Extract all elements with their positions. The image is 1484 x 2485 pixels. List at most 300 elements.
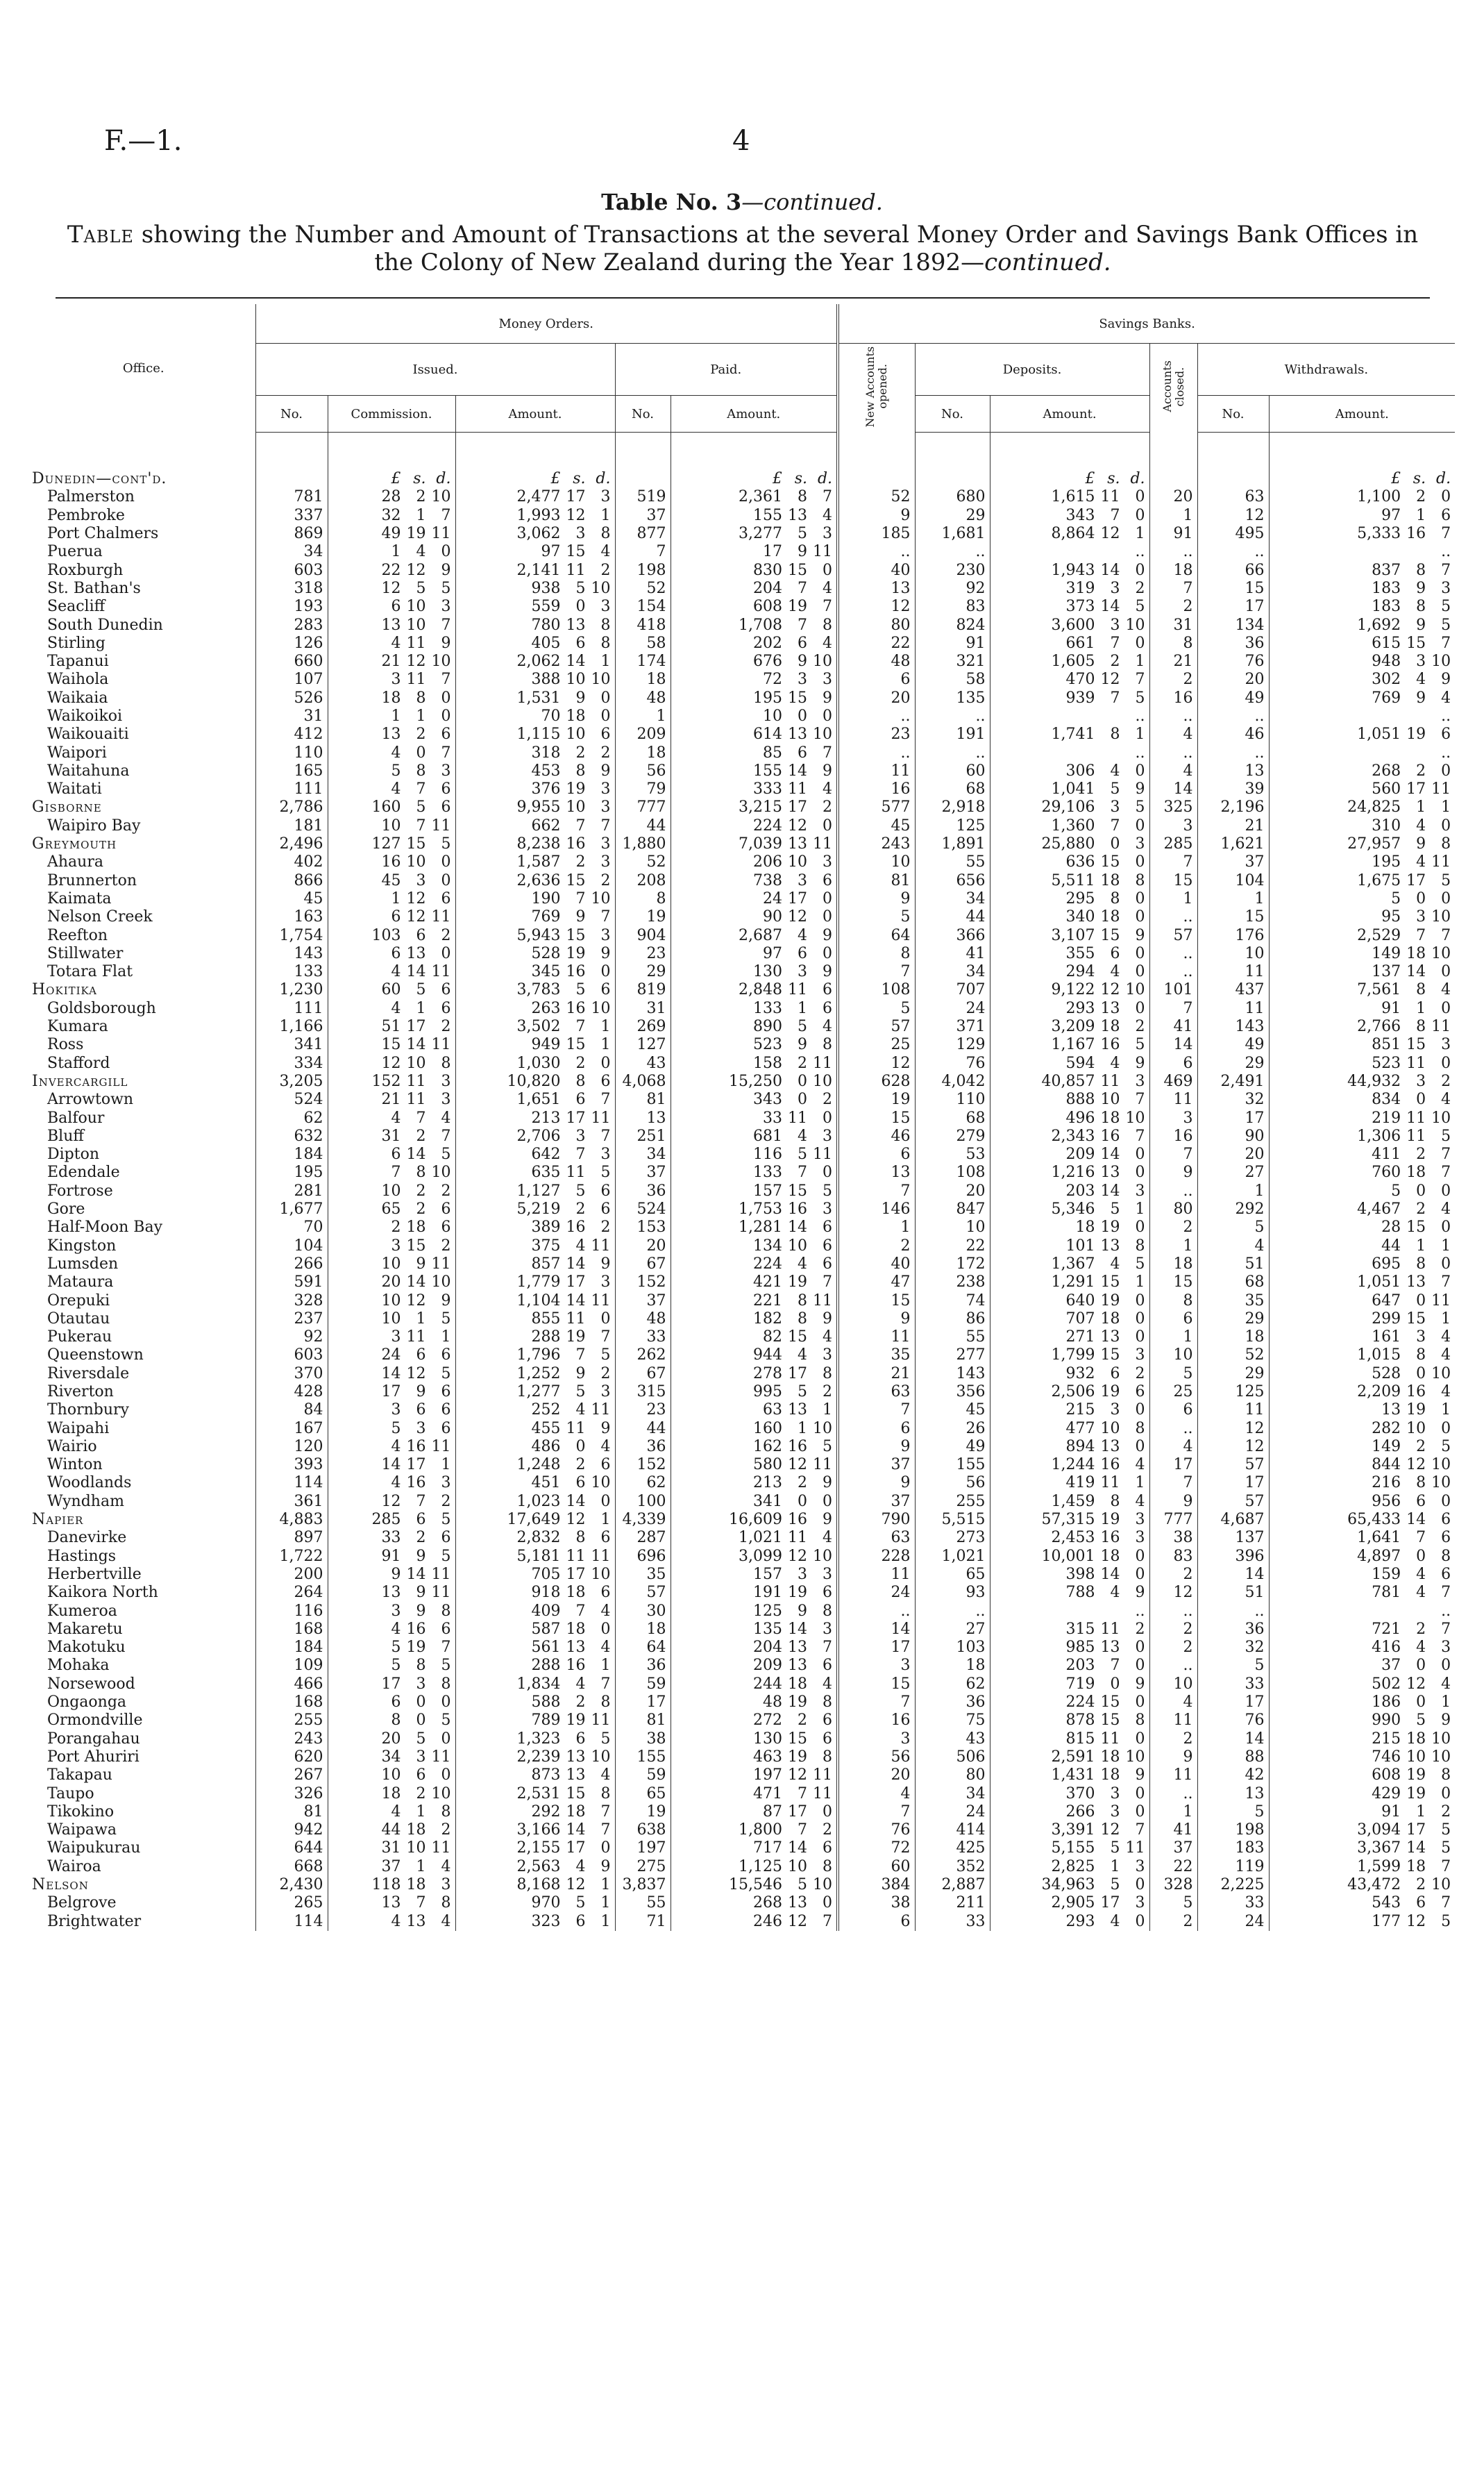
shillings: 0: [416, 1693, 426, 1712]
paid-no-cell: 269: [615, 1018, 671, 1036]
pence: 6: [441, 726, 451, 744]
issued-no-cell: 70: [255, 1219, 328, 1237]
accounts-closed-cell: 3: [1149, 1109, 1197, 1127]
pounds: 10: [381, 1291, 401, 1310]
office-name: Seacliff: [47, 598, 106, 616]
pence: 5: [1441, 1821, 1451, 1839]
pounds: 6: [391, 944, 401, 962]
pence: 10: [431, 1273, 451, 1291]
pounds: 5: [1391, 889, 1401, 907]
paid-amount-cell: [671, 1401, 838, 1419]
pounds: 2,477: [516, 488, 561, 506]
pence: 11: [431, 1565, 451, 1583]
pounds: 944: [753, 1346, 783, 1364]
pounds: 6: [391, 1146, 401, 1164]
pounds: 939: [1065, 689, 1095, 707]
withdrawals-amount-cell: [1269, 1109, 1455, 1127]
shillings: 3: [1110, 1401, 1120, 1419]
pence: 2: [441, 1018, 451, 1036]
pounds: 5: [1391, 1182, 1401, 1200]
pounds: 1,993: [516, 506, 561, 524]
shillings: 11: [788, 780, 808, 798]
issued-no-cell: 341: [255, 1036, 328, 1054]
withdrawals-amount-cell: [1269, 1036, 1455, 1054]
pence: 6: [823, 999, 833, 1017]
shillings: 6: [416, 1766, 426, 1784]
shillings: 16: [566, 1657, 586, 1675]
shillings: 3: [1110, 798, 1120, 817]
shillings: 2: [416, 1784, 426, 1802]
shillings: 10: [788, 1237, 808, 1255]
office-name: Lumsden: [47, 1255, 119, 1273]
pounds: 149: [1372, 944, 1401, 962]
pence: 2: [600, 871, 611, 889]
pence: 4: [1441, 1328, 1451, 1346]
shillings: 16: [406, 1437, 426, 1455]
commission-cell: [328, 762, 455, 780]
withdrawals-amount-cell: [1269, 1073, 1455, 1091]
pounds: 133: [753, 999, 783, 1017]
shillings: 3: [575, 1127, 586, 1145]
pounds: 195: [1372, 853, 1401, 871]
pence: 0: [1135, 1547, 1145, 1565]
office-name: Queenstown: [47, 1346, 144, 1364]
shillings: 17: [788, 889, 808, 907]
pounds: 1,015: [1357, 1346, 1401, 1364]
shillings: 3: [1110, 579, 1120, 597]
pounds: 2,636: [516, 871, 561, 889]
shillings: 8: [416, 762, 426, 780]
deposits-amount-cell: [990, 1018, 1149, 1036]
commission-cell: [328, 1839, 455, 1857]
new-accounts-cell: 185: [838, 525, 915, 543]
shillings: 10: [1100, 1419, 1120, 1437]
issued-no-cell: 167: [255, 1419, 328, 1437]
pounds: 4,897: [1357, 1547, 1401, 1565]
pence: 10: [431, 488, 451, 506]
issued-no-cell: 1,677: [255, 1200, 328, 1219]
shillings: 7: [1110, 689, 1120, 707]
pounds: 85: [763, 744, 783, 762]
commission-cell: [328, 1784, 455, 1802]
pounds: 1,753: [739, 1200, 783, 1219]
accounts-closed-cell: 2: [1149, 1730, 1197, 1748]
pounds: 721: [1372, 1620, 1401, 1638]
shillings: 18: [566, 1802, 586, 1821]
pounds: 5: [391, 1419, 401, 1437]
withdrawals-amount-cell: [1269, 1529, 1455, 1547]
deposits-no-cell: 2,918: [915, 798, 990, 817]
pence: 0: [1441, 488, 1451, 506]
pounds: 1,599: [1357, 1857, 1401, 1875]
shillings: 11: [406, 634, 426, 652]
issued-no-cell: 334: [255, 1055, 328, 1073]
pence: 3: [600, 1146, 611, 1164]
shillings: 7: [416, 780, 426, 798]
paid-amount-cell: [671, 908, 838, 926]
issued-no-cell: 200: [255, 1566, 328, 1584]
paid-no-cell: 48: [615, 1310, 671, 1328]
pence: 7: [600, 1821, 611, 1839]
pence: 11: [591, 1401, 611, 1419]
pounds: 14: [381, 1456, 401, 1474]
withdrawals-no-cell: 49: [1197, 689, 1269, 708]
office-row: [32, 762, 1455, 780]
pence: 0: [1135, 488, 1145, 506]
pounds: 837: [1372, 561, 1401, 579]
pence: 9: [823, 926, 833, 944]
pence: 2: [1441, 1802, 1451, 1821]
shillings: 11: [566, 1419, 586, 1437]
office-name: Gore: [47, 1200, 85, 1219]
pounds: 2,529: [1357, 926, 1401, 944]
shillings: 12: [1100, 1821, 1120, 1839]
pence: 5: [600, 1164, 611, 1182]
pence: 5: [441, 835, 451, 853]
pounds: 343: [753, 1091, 783, 1109]
office-name: Otautau: [47, 1310, 110, 1328]
shillings: 4: [575, 1237, 586, 1255]
pence: 4: [823, 1328, 833, 1346]
pounds: 323: [531, 1912, 561, 1930]
pence: 0: [1441, 963, 1451, 981]
withdrawals-no-cell: 49: [1197, 1036, 1269, 1054]
unit-p: £: [391, 470, 401, 488]
withdrawals-no-cell: 1,621: [1197, 835, 1269, 853]
commission-cell: [328, 635, 455, 653]
pence: 5: [441, 1310, 451, 1328]
new-accounts-cell: 1: [838, 1219, 915, 1237]
issued-amount-cell: [455, 853, 615, 871]
shillings: 9: [1416, 616, 1426, 634]
withdrawals-amount-cell: [1269, 1438, 1455, 1456]
pounds: 2,141: [516, 561, 561, 579]
new-accounts-cell: 9: [838, 1310, 915, 1328]
office-row: [32, 616, 1455, 634]
shillings: 2: [1416, 1620, 1426, 1638]
pounds: 213: [531, 1109, 561, 1127]
pence: 4: [1135, 1492, 1145, 1510]
pence: 10: [813, 726, 833, 744]
pence: 11: [591, 1547, 611, 1565]
shillings: 15: [1100, 926, 1120, 944]
shillings: 12: [1100, 671, 1120, 689]
office-row: [32, 653, 1455, 671]
pence: 0: [1441, 889, 1451, 907]
pounds: 15: [381, 1036, 401, 1054]
unit-s: s.: [794, 470, 808, 488]
issued-no-cell: 393: [255, 1456, 328, 1474]
issued-amount-cell: [455, 1073, 615, 1091]
shillings: 17: [566, 1109, 586, 1127]
shillings: 8: [1416, 981, 1426, 999]
shillings: 14: [788, 1219, 808, 1237]
pence: 7: [441, 671, 451, 689]
new-accounts-cell: 4: [838, 1784, 915, 1802]
empty-cell: [615, 470, 671, 488]
withdrawals-no-cell: 42: [1197, 1766, 1269, 1784]
paid-amount-cell: [671, 1164, 838, 1182]
pence: 7: [600, 1328, 611, 1346]
new-accounts-cell: 8: [838, 945, 915, 963]
paid-amount-cell: [671, 1109, 838, 1127]
deposits-amount-cell: [990, 1146, 1149, 1164]
shillings: 9: [798, 1602, 808, 1620]
new-accounts-cell: 81: [838, 872, 915, 890]
pence: 10: [813, 1876, 833, 1893]
pounds: 215: [1065, 1401, 1095, 1419]
new-accounts-cell: 12: [838, 1055, 915, 1073]
shillings: 18: [1100, 1109, 1120, 1127]
issued-amount-cell: [455, 653, 615, 671]
pence: 9: [823, 1474, 833, 1492]
shillings: 19: [1100, 1382, 1120, 1400]
accounts-closed-cell: 11: [1149, 1766, 1197, 1784]
deposits-no-cell: 155: [915, 1456, 990, 1474]
issued-no-cell: 4,883: [255, 1511, 328, 1529]
pence: 8: [823, 1602, 833, 1620]
shillings: 13: [788, 1894, 808, 1912]
shillings: 14: [1406, 1839, 1426, 1857]
office-row: [32, 1784, 1455, 1802]
pence: 7: [600, 1675, 611, 1693]
shillings: 7: [416, 1894, 426, 1912]
pounds: 13: [1381, 1401, 1401, 1419]
withdrawals-no-cell: 2,225: [1197, 1876, 1269, 1894]
office-row: [32, 708, 1455, 726]
deposits-amount-cell: [990, 890, 1149, 908]
issued-amount-cell: [455, 1365, 615, 1383]
shillings: 0: [1416, 1547, 1426, 1565]
deposits-amount-cell: [990, 488, 1149, 506]
paid-no-cell: 37: [615, 1164, 671, 1182]
pounds: 130: [753, 1730, 783, 1748]
shillings: 14: [566, 1821, 586, 1839]
pence: 0: [600, 963, 611, 981]
shillings: 3: [798, 871, 808, 889]
pence: 9: [1135, 1675, 1145, 1693]
shillings: 2: [1416, 1146, 1426, 1164]
accounts-closed-cell: 37: [1149, 1839, 1197, 1857]
office-row: [32, 507, 1455, 525]
pounds: 315: [1065, 1620, 1095, 1638]
shillings: 5: [1110, 1200, 1120, 1219]
withdrawals-amount-cell: [1269, 1328, 1455, 1346]
shillings: 2: [798, 1054, 808, 1072]
shillings: 13: [788, 1401, 808, 1419]
pence: 5: [1441, 1839, 1451, 1857]
deposits-amount-cell: [990, 908, 1149, 926]
office-name: Tapanui: [47, 653, 109, 671]
commission-cell: [328, 908, 455, 926]
withdrawals-no-cell: 33: [1197, 1894, 1269, 1912]
withdrawals-amount-cell: [1269, 580, 1455, 598]
office-name: Taupo: [47, 1784, 94, 1802]
pounds: 134: [753, 1237, 783, 1255]
shillings: 3: [1110, 1784, 1120, 1802]
issued-no-cell: 168: [255, 1693, 328, 1712]
shillings: 10: [566, 798, 586, 817]
paid-no-cell: 251: [615, 1128, 671, 1146]
paid-no-cell: 877: [615, 525, 671, 543]
pounds: 33: [763, 1109, 783, 1127]
office-name: Ormondville: [47, 1712, 143, 1730]
shillings: 19: [1406, 1766, 1426, 1784]
withdrawals-amount-cell: [1269, 1128, 1455, 1146]
shillings: 18: [1406, 1857, 1426, 1875]
pence: 1: [441, 1456, 451, 1474]
withdrawals-amount-cell: [1269, 1511, 1455, 1529]
issued-amount-cell: [455, 1876, 615, 1894]
pence: 2: [1135, 579, 1145, 597]
new-accounts-cell: 3: [838, 1730, 915, 1748]
pence: 11: [591, 1237, 611, 1255]
accounts-closed-cell: 7: [1149, 1146, 1197, 1164]
shillings: 10: [566, 671, 586, 689]
shillings: 9: [575, 1364, 586, 1382]
pounds: 204: [753, 1639, 783, 1657]
withdrawals-no-cell: 63: [1197, 488, 1269, 506]
deposits-amount-cell: [990, 507, 1149, 525]
new-accounts-cell: 40: [838, 1255, 915, 1273]
empty-cell: [1197, 470, 1269, 488]
shillings: 5: [575, 1182, 586, 1200]
pence: 6: [1441, 726, 1451, 744]
pence: 2: [823, 1382, 833, 1400]
issued-no-cell: 668: [255, 1858, 328, 1876]
shillings: 1: [416, 1802, 426, 1821]
pounds: 90: [763, 908, 783, 926]
issued-amount-cell: [455, 1000, 615, 1018]
pounds: 18: [1075, 1219, 1095, 1237]
new-accounts-cell: 228: [838, 1548, 915, 1566]
pounds: 890: [753, 1018, 783, 1036]
new-accounts-cell: 37: [838, 1456, 915, 1474]
pence: 5: [441, 1657, 451, 1675]
pence: 0: [600, 708, 611, 725]
paid-amount-cell: [671, 1511, 838, 1529]
paid-amount-cell: [671, 671, 838, 689]
deposits-no-cell: 56: [915, 1474, 990, 1492]
currency-units: [328, 470, 455, 488]
pence: 4: [1441, 981, 1451, 999]
pence: 0: [823, 1894, 833, 1912]
pounds: 1,248: [516, 1456, 561, 1474]
pounds: 2,506: [1051, 1382, 1095, 1400]
shillings: 6: [1416, 1492, 1426, 1510]
pence: 7: [1441, 1894, 1451, 1912]
deposits-amount-cell: [990, 1712, 1149, 1730]
shillings: 5: [575, 579, 586, 597]
withdrawals-amount-cell: [1269, 1273, 1455, 1291]
shillings: 8: [575, 1529, 586, 1547]
withdrawals-amount-cell: [1269, 1018, 1455, 1036]
withdrawals-amount-cell: [1269, 616, 1455, 634]
withdrawals-no-cell: 32: [1197, 1639, 1269, 1657]
paid-no-cell: 262: [615, 1346, 671, 1364]
pounds: 224: [753, 817, 783, 835]
pounds: 1,367: [1051, 1255, 1095, 1273]
pence: 6: [823, 981, 833, 999]
deposits-amount-cell: [990, 689, 1149, 708]
pence: 7: [1441, 1164, 1451, 1182]
withdrawals-no-cell: 1: [1197, 890, 1269, 908]
pence: 5: [600, 1346, 611, 1364]
shillings: 2: [1416, 1200, 1426, 1219]
pence: 5: [1135, 598, 1145, 616]
shillings: 17: [566, 488, 586, 506]
pounds: 471: [753, 1784, 783, 1802]
pounds: 3,277: [739, 525, 783, 543]
pence: 3: [600, 488, 611, 506]
pence: 6: [441, 780, 451, 798]
accounts-closed-cell: 7: [1149, 580, 1197, 598]
issued-no-cell: 109: [255, 1657, 328, 1675]
deposits-no-cell: 18: [915, 1657, 990, 1675]
issued-no-cell: 107: [255, 671, 328, 689]
office-name: Kaimata: [47, 889, 112, 907]
office-row: [32, 1219, 1455, 1237]
pence: 10: [1431, 908, 1451, 926]
issued-header: Issued.: [255, 344, 615, 396]
new-accounts-cell: 7: [838, 1693, 915, 1712]
paid-amount-cell: [671, 1566, 838, 1584]
pounds: 760: [1372, 1164, 1401, 1182]
pounds: 948: [1372, 653, 1401, 671]
office-row: [32, 635, 1455, 653]
withdrawals-no-cell: 1: [1197, 1182, 1269, 1200]
pence: 11: [431, 1584, 451, 1602]
shillings: 16: [788, 1437, 808, 1455]
pounds: 15,250: [729, 1072, 783, 1090]
pence: 2: [600, 1364, 611, 1382]
paid-amount-cell: [671, 1182, 838, 1200]
shillings: 9: [1416, 835, 1426, 853]
office-name: Goldsborough: [47, 999, 156, 1017]
pence: 6: [441, 1401, 451, 1419]
pence: 11: [1431, 1018, 1451, 1036]
issued-amount-cell: [455, 1328, 615, 1346]
shillings: 0: [416, 744, 426, 762]
pence: 0: [1135, 1784, 1145, 1802]
shillings: 4: [1416, 1639, 1426, 1657]
new-accounts-header: New Accounts opened.: [838, 344, 915, 433]
pence: 9: [823, 762, 833, 780]
paid-amount-cell: [671, 1419, 838, 1437]
pounds: 411: [1372, 1146, 1401, 1164]
issued-no-cell: 104: [255, 1237, 328, 1255]
shillings: 13: [1100, 1164, 1120, 1182]
issued-no-cell: 168: [255, 1621, 328, 1639]
shillings: 2: [575, 1456, 586, 1474]
accounts-closed-cell: 9: [1149, 1748, 1197, 1766]
withdrawals-no-cell: 36: [1197, 635, 1269, 653]
paid-amount-cell: [671, 780, 838, 798]
pence: 10: [1431, 944, 1451, 962]
office-name: Wairoa: [47, 1857, 101, 1875]
issued-amount-cell: [455, 908, 615, 926]
shillings: 18: [1100, 908, 1120, 926]
pence: 10: [591, 1474, 611, 1492]
shillings: 2: [575, 1054, 586, 1072]
shillings: 4: [416, 543, 426, 561]
commission-cell: [328, 1566, 455, 1584]
issued-amount-cell: [455, 1200, 615, 1219]
office-name: Balfour: [47, 1109, 105, 1127]
withdrawals-amount-cell: [1269, 835, 1455, 853]
pence: 0: [1135, 561, 1145, 579]
withdrawals-no-cell: 88: [1197, 1748, 1269, 1766]
